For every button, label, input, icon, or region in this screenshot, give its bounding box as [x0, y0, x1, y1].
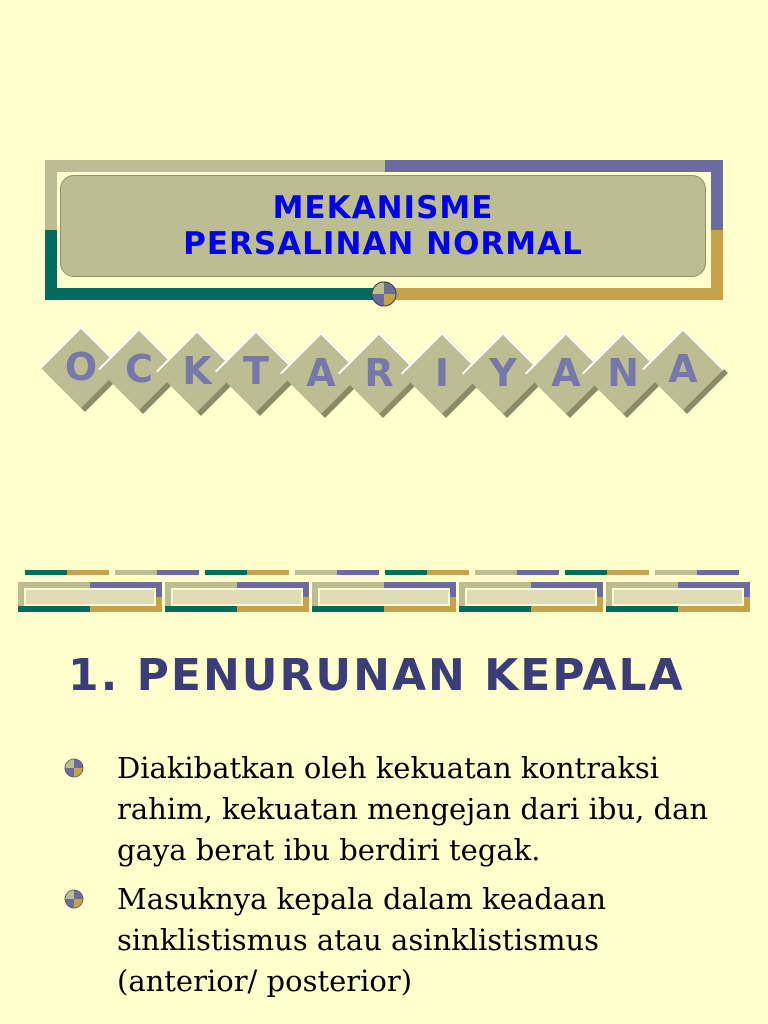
diamond-letter: O	[64, 345, 98, 389]
pie-bullet-icon	[64, 889, 84, 909]
diamond-letter: A	[551, 351, 581, 395]
title-box	[60, 175, 706, 277]
diamond-letter: C	[125, 347, 153, 391]
title-line-1: MEKANISME	[272, 190, 494, 226]
diamond-letter: Y	[489, 351, 517, 395]
diamond-letter: A	[306, 351, 336, 395]
bullet-list	[62, 748, 722, 1010]
letter-diamond	[654, 340, 712, 398]
frame-top-left	[45, 160, 385, 172]
diamond-letter: I	[434, 351, 450, 395]
decorative-tile	[606, 582, 750, 612]
bullet-text: Diakibatkan oleh kekuatan kontraksi rahim, kekuatan mengejan dari ibu, dan gaya berat ibu berdiri tegak.	[117, 751, 709, 867]
frame-top-right	[385, 160, 723, 172]
diamond-letter: T	[243, 349, 269, 393]
list-item	[62, 748, 722, 871]
diamond-letter: K	[182, 349, 212, 393]
letter-diamond	[594, 344, 652, 402]
frame-knob-icon	[371, 281, 397, 307]
letter-diamond	[350, 344, 408, 402]
section-heading: 1. PENURUNAN KEPALA	[68, 650, 685, 701]
frame-right-upper	[711, 160, 723, 230]
decorative-tile	[312, 582, 456, 612]
decorative-tile	[165, 582, 309, 612]
diamond-letter: N	[607, 351, 639, 395]
frame-left-upper	[45, 160, 57, 230]
letter-diamond	[474, 344, 532, 402]
bullet-text: Masuknya kepala dalam keadaan sinklistismus atau asinklistismus (anterior/ posterior)	[117, 882, 607, 998]
decorative-tile	[459, 582, 603, 612]
diamond-letter: A	[668, 347, 698, 391]
letter-diamond	[227, 342, 285, 400]
decorative-tile	[18, 582, 162, 612]
title-line-2: PERSALINAN NORMAL	[183, 226, 583, 262]
diamond-letter: R	[364, 351, 394, 395]
frame-bottom-left	[45, 288, 385, 300]
list-item	[62, 879, 722, 1002]
frame-bottom-right	[385, 288, 723, 300]
pie-bullet-icon	[64, 758, 84, 778]
